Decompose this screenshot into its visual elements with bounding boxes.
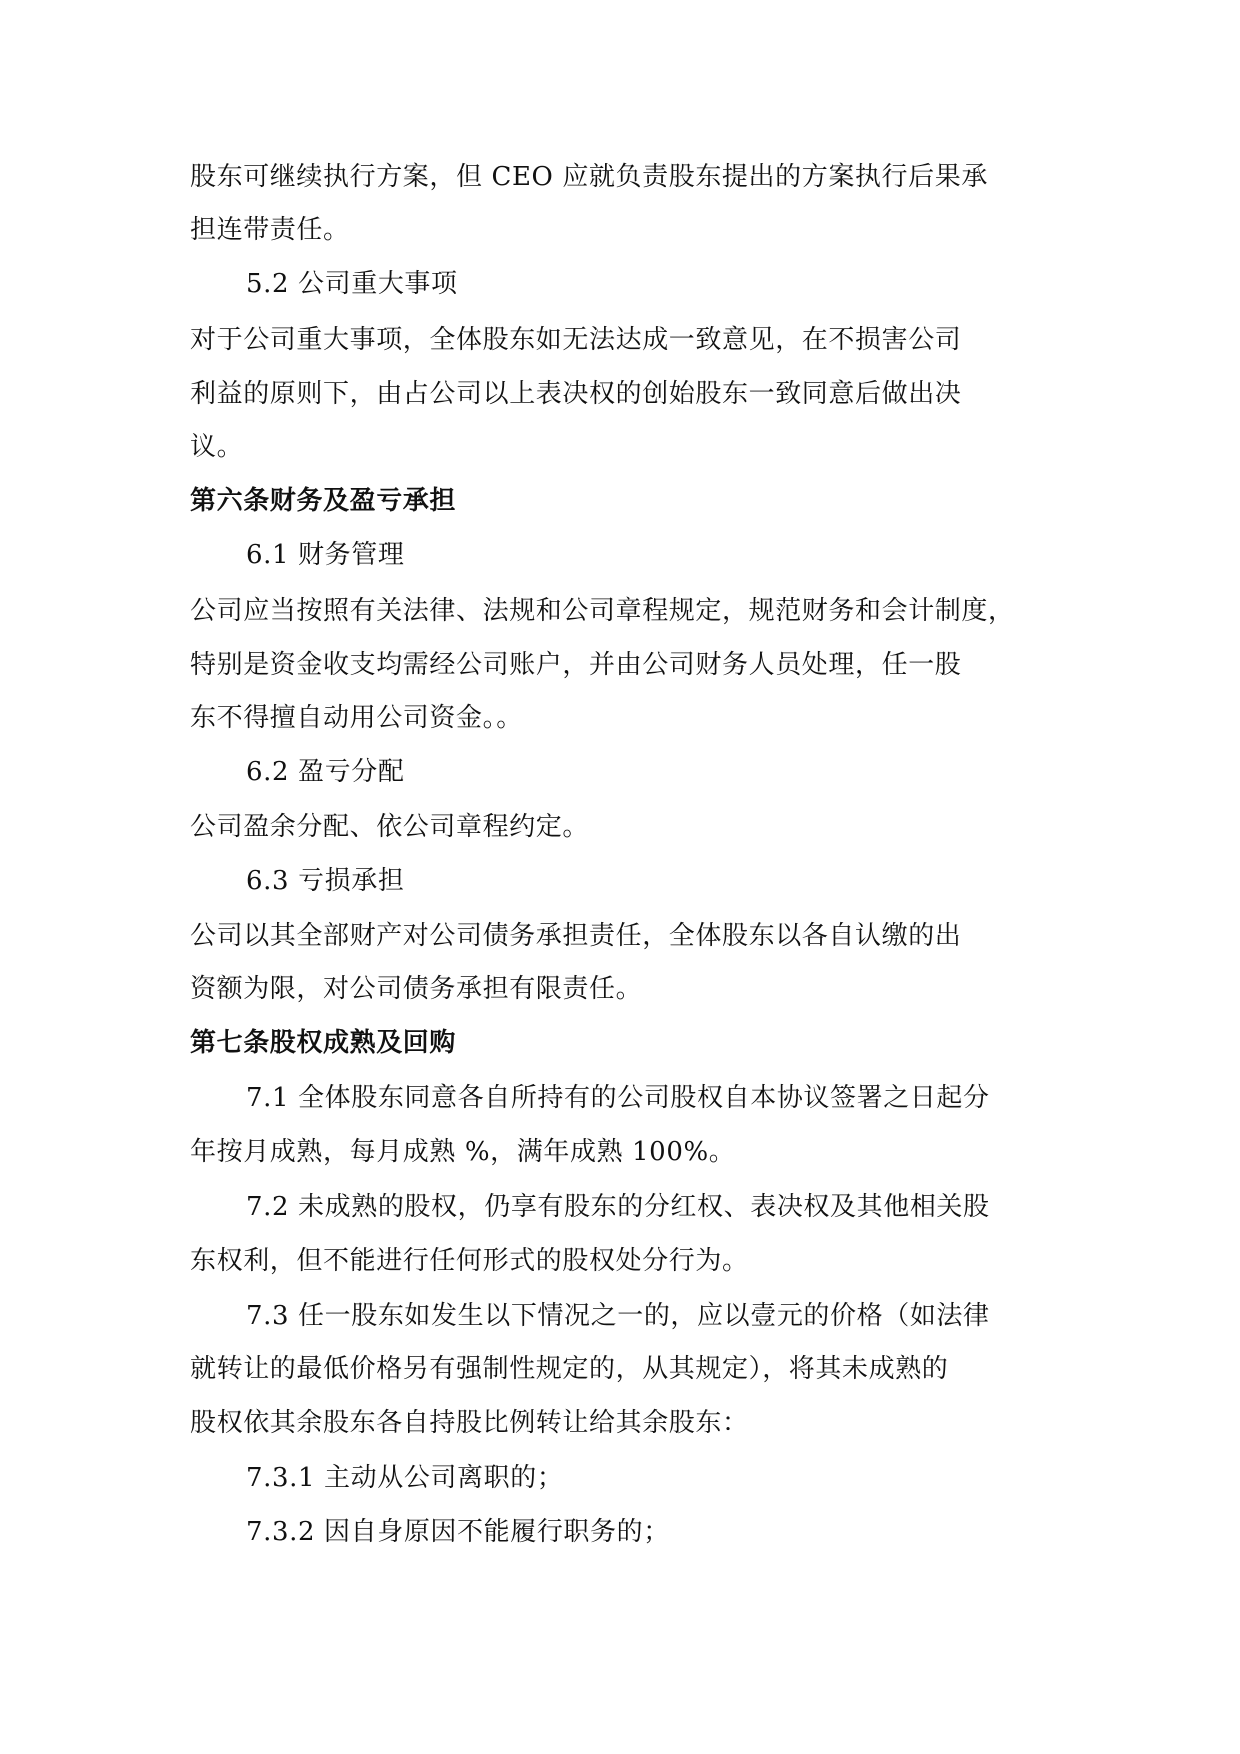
clause-7-3-2: 7.3.2 因自身原因不能履行职务的； [246,1517,670,1547]
subsection-title-6-2: 6.2 盈亏分配 [246,757,405,787]
body-text-line: 特别是资金收支均需经公司账户，并由公司财务人员处理，任一股 [190,650,962,680]
subsection-title-5-2: 5.2 公司重大事项 [246,269,458,299]
clause-7-3-1: 7.3.1 主动从公司离职的； [246,1463,564,1493]
body-text-line: 股东可继续执行方案，但 CEO 应就负责股东提出的方案执行后果承 [190,162,988,192]
clause-7-1-line: 7.1 全体股东同意各自所持有的公司股权自本协议签署之日起分 [246,1083,990,1113]
body-text-line: 东权利，但不能进行任何形式的股权处分行为。 [190,1246,749,1276]
body-text-line: 公司以其全部财产对公司债务承担责任，全体股东以各自认缴的出 [190,921,962,951]
body-text-line: 东不得擅自动用公司资金。。 [190,703,523,733]
body-text-line: 担连带责任。 [190,215,350,245]
body-text-line: 股权依其余股东各自持股比例转让给其余股东： [190,1408,749,1438]
body-text-line: 资额为限，对公司债务承担有限责任。 [190,974,643,1004]
section-heading-6: 第六条财务及盈亏承担 [190,486,457,516]
body-text-line: 议。 [190,432,244,462]
section-heading-7: 第七条股权成熟及回购 [190,1028,457,1058]
clause-7-2-line: 7.2 未成熟的股权，仍享有股东的分红权、表决权及其他相关股 [246,1192,990,1222]
body-text-line: 对于公司重大事项，全体股东如无法达成一致意见，在不损害公司 [190,325,962,355]
body-text-line: 公司应当按照有关法律、法规和公司章程规定，规范财务和会计制度， [190,596,1015,626]
subsection-title-6-3: 6.3 亏损承担 [246,866,405,896]
body-text-line: 利益的原则下，由占公司以上表决权的创始股东一致同意后做出决 [190,379,962,409]
clause-7-3-line: 7.3 任一股东如发生以下情况之一的，应以壹元的价格（如法律 [246,1301,990,1331]
body-text-line: 公司盈余分配、依公司章程约定。 [190,812,590,842]
body-text-line: 年按月成熟，每月成熟 %，满年成熟 100%。 [190,1137,736,1167]
body-text-line: 就转让的最低价格另有强制性规定的，从其规定），将其未成熟的 [190,1354,949,1384]
subsection-title-6-1: 6.1 财务管理 [246,540,405,570]
